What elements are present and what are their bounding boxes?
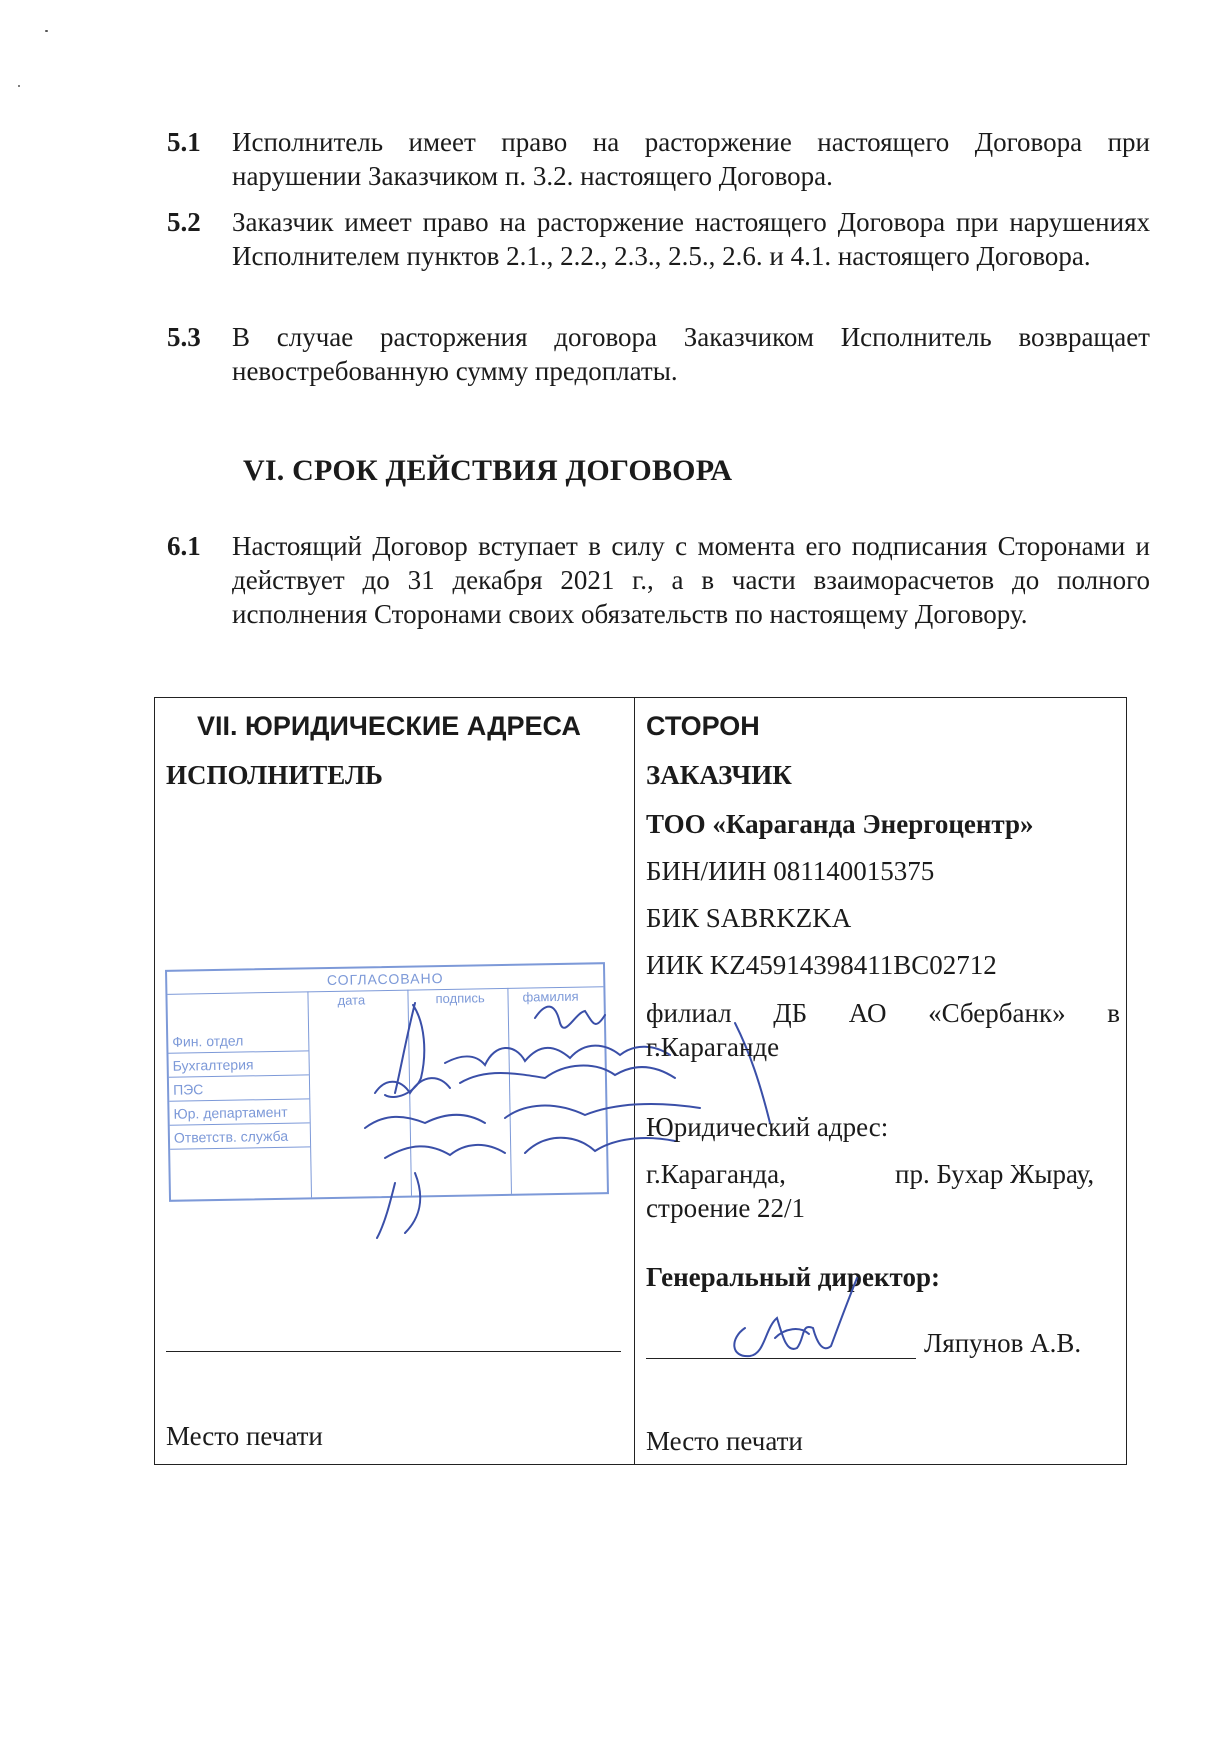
stamp-row: Ответств. служба bbox=[170, 1123, 310, 1149]
clause-number: 5.3 bbox=[167, 322, 201, 352]
customer-director-name: Ляпунов А.В. bbox=[924, 1328, 1082, 1358]
section-heading: VI. СРОК ДЕЙСТВИЯ ДОГОВОРА bbox=[243, 454, 733, 487]
stamp-row: ПЭС bbox=[169, 1075, 309, 1101]
clause-5-2 bbox=[167, 205, 1150, 273]
clause-number: 5.1 bbox=[167, 127, 201, 157]
scan-speck bbox=[18, 85, 20, 87]
customer-label: ЗАКАЗЧИК bbox=[646, 760, 792, 790]
stamp-column-date: дата bbox=[337, 992, 366, 1008]
contractor-label: ИСПОЛНИТЕЛЬ bbox=[166, 760, 383, 790]
legal-addresses-table bbox=[154, 697, 1127, 1465]
clause-number: 6.1 bbox=[167, 531, 201, 561]
scan-speck bbox=[45, 30, 48, 32]
table-heading-right: СТОРОН bbox=[646, 711, 760, 741]
clause-5-3 bbox=[167, 320, 1150, 388]
contractor-signature-line bbox=[166, 1351, 621, 1352]
stamp-row: Фин. отдел bbox=[168, 1027, 308, 1053]
stamp-title: СОГЛАСОВАНО bbox=[326, 969, 444, 989]
clause-6-1 bbox=[167, 529, 1150, 631]
clause-text: В случае расторжения договора Заказчиком Исполнитель возвращает невостребованную сумму предоплаты. bbox=[232, 322, 1150, 386]
table-heading-left: VII. ЮРИДИЧЕСКИЕ АДРЕСА bbox=[197, 711, 581, 741]
clause-text: Исполнитель имеет право на расторжение настоящего Договора при нарушении Заказчиком п. 3.2. настоящего Договора. bbox=[232, 127, 1150, 191]
stamp-row: Юр. департамент bbox=[169, 1099, 309, 1125]
clause-5-1 bbox=[167, 125, 1150, 193]
customer-iik: ИИК KZ45914398411BC02712 bbox=[646, 950, 997, 980]
customer-signature-line bbox=[646, 1358, 916, 1359]
customer-address-street: пр. Бухар Жырау, bbox=[895, 1159, 1095, 1189]
customer-bik: БИК SABRKZKA bbox=[646, 903, 852, 933]
customer-bin: БИН/ИИН 081140015375 bbox=[646, 856, 935, 886]
customer-director-title: Генеральный директор: bbox=[646, 1262, 940, 1292]
customer-company: ТОО «Караганда Энергоцентр» bbox=[646, 809, 1034, 839]
stamp-row: Бухгалтерия bbox=[168, 1051, 308, 1077]
clause-number: 5.2 bbox=[167, 207, 201, 237]
stamp-column-signature: подпись bbox=[435, 990, 485, 1007]
customer-seal-place: Место печати bbox=[646, 1426, 803, 1456]
clause-text: Заказчик имеет право на расторжение настоящего Договора при нарушениях Исполнителем пунктов 2.1., 2.2., 2.3., 2.5., 2.6. и 4.1. настоящего Договора. bbox=[232, 207, 1150, 271]
customer-address-city: г.Караганда, bbox=[646, 1159, 786, 1189]
customer-legal-address-label: Юридический адрес: bbox=[646, 1112, 889, 1142]
clause-text: Настоящий Договор вступает в силу с момента его подписания Сторонами и действует до 31 декабря 2021 г., а в части взаиморасчетов до полного исполнения Сторонами своих обязательств по настоящему Договору. bbox=[232, 531, 1150, 629]
customer-address-building: строение 22/1 bbox=[646, 1193, 806, 1223]
contractor-seal-place: Место печати bbox=[166, 1421, 323, 1451]
stamp-column-surname: фамилия bbox=[522, 988, 579, 1005]
customer-bank-line1: филиал ДБ АО «Сбербанк» в bbox=[646, 998, 1120, 1028]
director-signature bbox=[705, 1268, 865, 1363]
customer-bank-line2: г.Караганде bbox=[646, 1032, 780, 1062]
